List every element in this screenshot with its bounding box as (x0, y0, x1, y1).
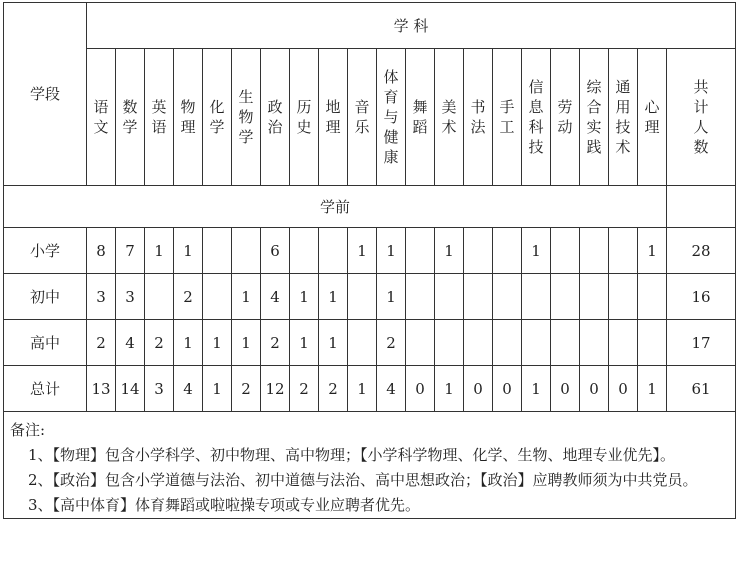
count-cell (638, 320, 667, 366)
subject-header-9: 地 理 (319, 49, 348, 186)
subject-header-1: 语 文 (87, 49, 116, 186)
subject-header-3: 英 语 (145, 49, 174, 186)
count-cell (203, 274, 232, 320)
count-cell: 8 (87, 228, 116, 274)
count-cell: 1 (435, 366, 464, 412)
subject-header-2: 数 学 (116, 49, 145, 186)
count-cell: 1 (145, 228, 174, 274)
count-cell: 0 (580, 366, 609, 412)
preschool-row (4, 186, 736, 228)
count-cell: 1 (203, 320, 232, 366)
notes-row (4, 412, 736, 519)
header-row-top (4, 3, 736, 49)
count-cell: 1 (522, 228, 551, 274)
count-cell (493, 320, 522, 366)
count-cell: 1 (319, 320, 348, 366)
subject-header-5: 化 学 (203, 49, 232, 186)
total-count-header: 共 计 人 数 (667, 49, 736, 186)
table-row (4, 366, 736, 412)
subject-header-17: 劳 动 (551, 49, 580, 186)
note-line-3: 3、【高中体育】体育舞蹈或啦啦操专项或专业应聘者优先。 (28, 496, 421, 514)
count-cell: 2 (377, 320, 406, 366)
count-cell: 14 (116, 366, 145, 412)
row-total: 28 (667, 228, 736, 274)
subject-header-6: 生 物 学 (232, 49, 261, 186)
count-cell: 13 (87, 366, 116, 412)
count-cell (493, 228, 522, 274)
count-cell (348, 320, 377, 366)
count-cell (609, 320, 638, 366)
count-cell: 3 (116, 274, 145, 320)
count-cell: 1 (348, 228, 377, 274)
count-cell (348, 274, 377, 320)
subject-header-15: 手 工 (493, 49, 522, 186)
count-cell (580, 320, 609, 366)
stage-header: 学段 (4, 3, 87, 186)
note-line-2: 2、【政治】包含小学道德与法治、初中道德与法治、高中思想政治；【政治】应聘教师须为中共党员。 (28, 471, 698, 489)
count-cell: 0 (493, 366, 522, 412)
count-cell: 4 (377, 366, 406, 412)
subject-header-row (4, 49, 736, 186)
count-cell: 3 (145, 366, 174, 412)
count-cell: 1 (203, 366, 232, 412)
count-cell: 1 (638, 228, 667, 274)
table-row (4, 228, 736, 274)
count-cell (551, 228, 580, 274)
count-cell: 12 (261, 366, 290, 412)
count-cell: 1 (377, 274, 406, 320)
count-cell (551, 320, 580, 366)
row-total: 61 (667, 366, 736, 412)
subject-header-12: 舞 蹈 (406, 49, 435, 186)
count-cell: 2 (319, 366, 348, 412)
count-cell (290, 228, 319, 274)
count-cell: 1 (377, 228, 406, 274)
count-cell: 2 (174, 274, 203, 320)
subject-header-4: 物 理 (174, 49, 203, 186)
subject-header-19: 通 用 技 术 (609, 49, 638, 186)
recruitment-table (3, 2, 736, 519)
count-cell (435, 274, 464, 320)
count-cell (464, 228, 493, 274)
stage-label: 总计 (4, 366, 87, 412)
count-cell: 1 (174, 320, 203, 366)
preschool-label: 学前 (4, 186, 667, 228)
count-cell: 1 (522, 366, 551, 412)
count-cell (580, 274, 609, 320)
count-cell: 4 (116, 320, 145, 366)
count-cell: 1 (232, 274, 261, 320)
notes-cell (4, 412, 736, 519)
subject-header-10: 音 乐 (348, 49, 377, 186)
subject-header-18: 综 合 实 践 (580, 49, 609, 186)
count-cell (551, 274, 580, 320)
count-cell: 1 (435, 228, 464, 274)
subject-header-8: 历 史 (290, 49, 319, 186)
table-row (4, 320, 736, 366)
count-cell: 2 (145, 320, 174, 366)
count-cell: 1 (319, 274, 348, 320)
subject-header-11: 体 育 与 健 康 (377, 49, 406, 186)
count-cell (435, 320, 464, 366)
count-cell (406, 228, 435, 274)
count-cell (609, 274, 638, 320)
subject-header-7: 政 治 (261, 49, 290, 186)
row-total: 17 (667, 320, 736, 366)
subject-header-16: 信 息 科 技 (522, 49, 551, 186)
subject-header-13: 美 术 (435, 49, 464, 186)
count-cell (638, 274, 667, 320)
count-cell (406, 274, 435, 320)
count-cell: 4 (261, 274, 290, 320)
count-cell: 2 (87, 320, 116, 366)
count-cell (609, 228, 638, 274)
count-cell: 2 (261, 320, 290, 366)
count-cell: 0 (406, 366, 435, 412)
count-cell (203, 228, 232, 274)
count-cell (319, 228, 348, 274)
count-cell: 0 (551, 366, 580, 412)
notes-title: 备注: (10, 421, 46, 439)
stage-label: 小学 (4, 228, 87, 274)
table-row (4, 274, 736, 320)
count-cell: 0 (609, 366, 638, 412)
count-cell: 1 (348, 366, 377, 412)
count-cell: 1 (290, 320, 319, 366)
count-cell: 3 (87, 274, 116, 320)
subject-header-14: 书 法 (464, 49, 493, 186)
subject-group-header: 学 科 (87, 3, 736, 49)
count-cell: 0 (464, 366, 493, 412)
data-rows (4, 228, 736, 412)
subject-header-20: 心 理 (638, 49, 667, 186)
row-total: 16 (667, 274, 736, 320)
count-cell: 4 (174, 366, 203, 412)
count-cell (145, 274, 174, 320)
count-cell (406, 320, 435, 366)
count-cell: 1 (638, 366, 667, 412)
count-cell: 6 (261, 228, 290, 274)
count-cell (522, 274, 551, 320)
note-line-1: 1、【物理】包含小学科学、初中物理、高中物理；【小学科学物理、化学、生物、地理专业优先】。 (28, 446, 676, 464)
count-cell: 1 (290, 274, 319, 320)
preschool-total (667, 186, 736, 228)
count-cell (493, 274, 522, 320)
stage-label: 初中 (4, 274, 87, 320)
recruitment-table-document (3, 2, 735, 519)
count-cell: 1 (174, 228, 203, 274)
stage-label: 高中 (4, 320, 87, 366)
count-cell: 1 (232, 320, 261, 366)
count-cell (522, 320, 551, 366)
count-cell: 2 (232, 366, 261, 412)
count-cell: 2 (290, 366, 319, 412)
count-cell (232, 228, 261, 274)
count-cell (580, 228, 609, 274)
count-cell (464, 320, 493, 366)
count-cell (464, 274, 493, 320)
count-cell: 7 (116, 228, 145, 274)
